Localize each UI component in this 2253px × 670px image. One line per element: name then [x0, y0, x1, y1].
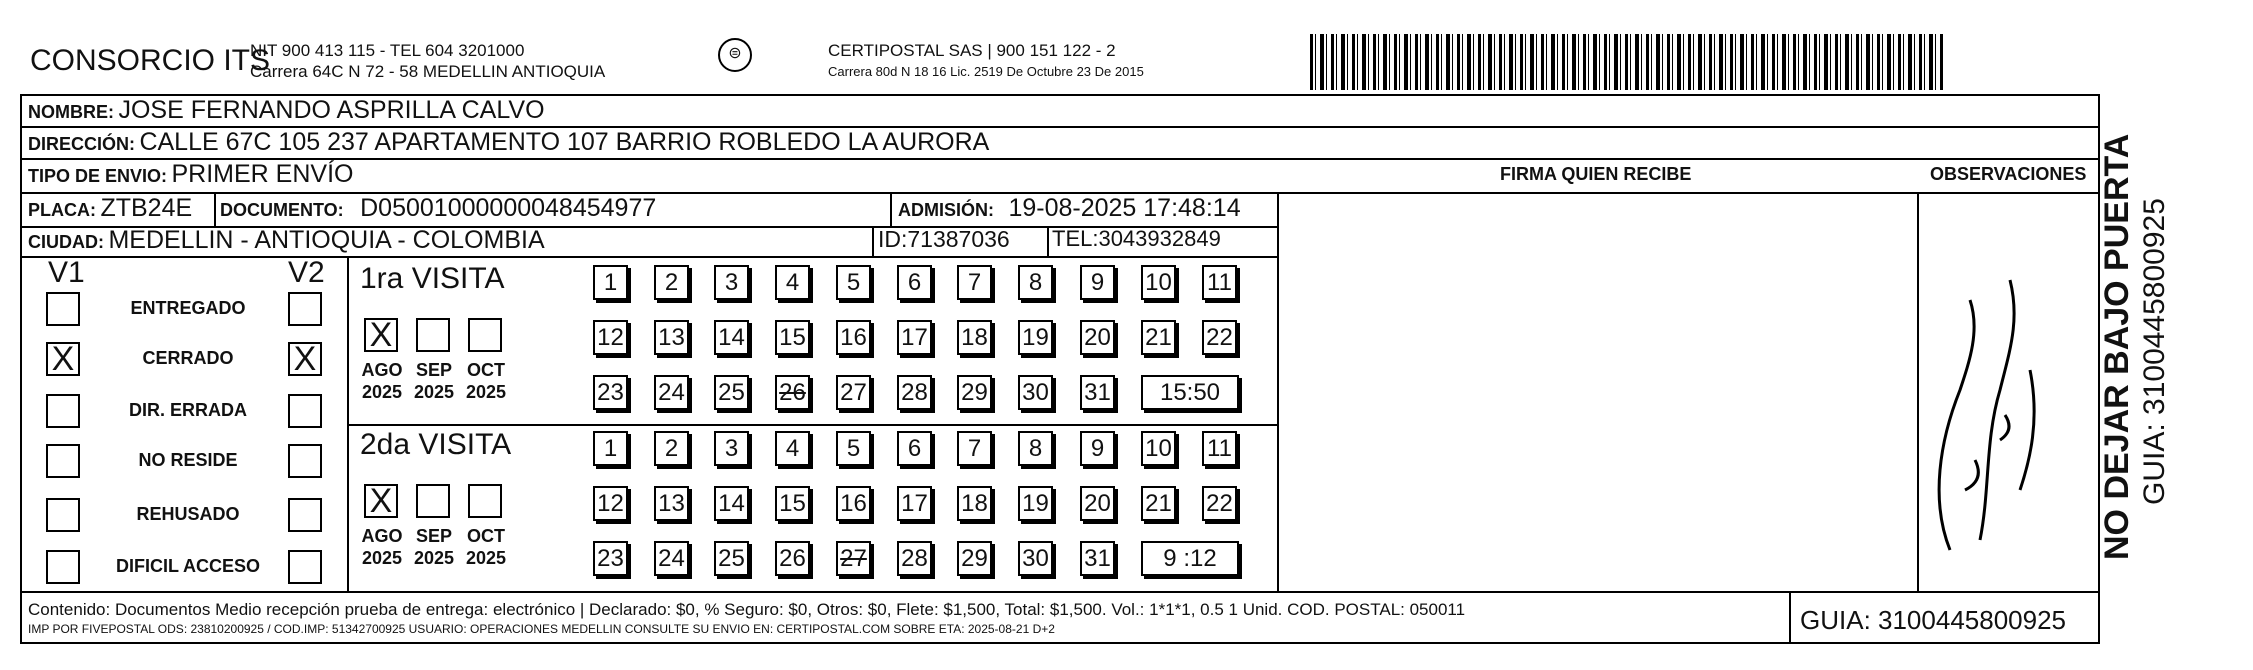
documento-value: D05001000000048454977	[360, 194, 657, 222]
ciudad-label: CIUDAD:	[28, 232, 104, 252]
day-box[interactable]: 5	[836, 265, 871, 300]
v2-label: V2	[288, 256, 325, 289]
v2-checkbox[interactable]	[288, 550, 322, 584]
day-box[interactable]: 8	[1018, 431, 1053, 466]
day-box[interactable]: 9	[1080, 431, 1115, 466]
v1-checkbox[interactable]: X	[46, 342, 80, 376]
v2-checkbox[interactable]: X	[288, 342, 322, 376]
day-box[interactable]: 25	[714, 541, 749, 576]
day-box[interactable]: 21	[1141, 486, 1176, 521]
placa-label: PLACA:	[28, 200, 96, 220]
v2-checkbox[interactable]	[288, 444, 322, 478]
day-box[interactable]: 3	[714, 265, 749, 300]
v1-checkbox[interactable]	[46, 550, 80, 584]
day-box[interactable]: 8	[1018, 265, 1053, 300]
day-box[interactable]: 6	[897, 431, 932, 466]
address-line: Carrera 64C N 72 - 58 MEDELLIN ANTIOQUIA	[250, 62, 606, 81]
day-box[interactable]: 18	[957, 486, 992, 521]
reason-label: DIFICIL ACCESO	[115, 556, 260, 576]
day-box[interactable]: 4	[775, 431, 810, 466]
reason-label: ENTREGADO	[130, 298, 246, 318]
day-box[interactable]: 16	[836, 320, 871, 355]
nombre-row	[28, 96, 545, 125]
ciudad-value: MEDELLIN - ANTIOQUIA - COLOMBIA	[108, 226, 545, 254]
day-box[interactable]: 15	[775, 320, 810, 355]
month-checkbox[interactable]	[416, 318, 450, 352]
day-box[interactable]: 1	[593, 265, 628, 300]
month-label: AGO	[361, 526, 403, 546]
footer-guia: GUIA: 3100445800925	[1800, 605, 2066, 635]
day-box[interactable]: 3	[714, 431, 749, 466]
day-box[interactable]: 22	[1202, 320, 1237, 355]
handwriting-signature-icon	[1910, 240, 2070, 570]
day-box[interactable]: 22	[1202, 486, 1237, 521]
visit2-title: 2da VISITA	[360, 428, 512, 461]
day-box[interactable]: 10	[1141, 431, 1176, 466]
month-label: OCT	[467, 360, 505, 380]
day-box[interactable]: 7	[957, 265, 992, 300]
day-box[interactable]: 31	[1080, 541, 1115, 576]
tipo-label: TIPO DE ENVIO:	[28, 166, 168, 186]
v1-checkbox[interactable]	[46, 498, 80, 532]
day-box[interactable]: 18	[957, 320, 992, 355]
id-value: ID:71387036	[878, 226, 1010, 252]
ciudad-field	[28, 226, 545, 255]
visit-time: 15:50	[1141, 375, 1239, 410]
day-box[interactable]: 26	[775, 375, 810, 410]
license-line: Carrera 80d N 18 16 Lic. 2519 De Octubre 23 De 2015	[828, 64, 1144, 79]
month-label: OCT	[467, 526, 505, 546]
day-box[interactable]: 31	[1080, 375, 1115, 410]
reason-label: DIR. ERRADA	[128, 400, 247, 420]
day-box[interactable]: 4	[775, 265, 810, 300]
month-label: SEP	[415, 360, 453, 380]
day-box[interactable]: 25	[714, 375, 749, 410]
month-checkbox[interactable]: X	[364, 484, 398, 518]
day-box[interactable]: 29	[957, 375, 992, 410]
month-checkbox[interactable]	[468, 484, 502, 518]
v2-checkbox[interactable]	[288, 498, 322, 532]
day-box[interactable]: 11	[1202, 431, 1237, 466]
day-box[interactable]: 17	[897, 486, 932, 521]
day-box[interactable]: 2	[654, 431, 689, 466]
v1-label: V1	[48, 256, 85, 289]
day-box[interactable]: 27	[836, 375, 871, 410]
day-box[interactable]: 17	[897, 320, 932, 355]
month-label: AGO	[361, 360, 403, 380]
year-label: 2025	[413, 382, 455, 402]
year-label: 2025	[465, 548, 507, 568]
certipostal-logo-icon: ⊜	[718, 38, 752, 72]
v2-checkbox[interactable]	[288, 292, 322, 326]
day-box[interactable]: 29	[957, 541, 992, 576]
day-box[interactable]: 21	[1141, 320, 1176, 355]
day-box[interactable]: 30	[1018, 375, 1053, 410]
visit-time: 9 :12	[1141, 541, 1239, 576]
certipostal-line: CERTIPOSTAL SAS | 900 151 122 - 2	[828, 41, 1116, 60]
day-box[interactable]: 12	[593, 486, 628, 521]
day-box[interactable]: 27	[836, 541, 871, 576]
nit-line: NIT 900 413 115 - TEL 604 3201000	[250, 41, 525, 60]
company-info	[250, 40, 605, 82]
observaciones-label: OBSERVACIONES	[1930, 164, 2087, 184]
tel-value: TEL:3043932849	[1052, 226, 1221, 251]
documento-field	[220, 194, 656, 223]
day-box[interactable]: 24	[654, 375, 689, 410]
month-checkbox[interactable]: X	[364, 318, 398, 352]
admision-value: 19-08-2025 17:48:14	[1008, 194, 1241, 222]
side-guia: GUIA: 3100445800925	[2138, 198, 2171, 505]
day-box[interactable]: 14	[714, 320, 749, 355]
v1-checkbox[interactable]	[46, 292, 80, 326]
direccion-row	[28, 128, 989, 157]
admision-label: ADMISIÓN:	[898, 200, 994, 220]
company-name: CONSORCIO ITS	[30, 44, 271, 77]
certipostal-info	[828, 40, 1144, 82]
day-box[interactable]: 19	[1018, 320, 1053, 355]
side-warning: NO DEJAR BAJO PUERTA	[2098, 133, 2136, 560]
day-box[interactable]: 11	[1202, 265, 1237, 300]
nombre-label: NOMBRE:	[28, 102, 114, 122]
day-box[interactable]: 13	[654, 320, 689, 355]
day-box[interactable]: 10	[1141, 265, 1176, 300]
day-box[interactable]: 1	[593, 431, 628, 466]
placa-value: ZTB24E	[100, 194, 193, 222]
barcode	[1310, 34, 1944, 90]
day-box[interactable]: 26	[775, 541, 810, 576]
day-box[interactable]: 19	[1018, 486, 1053, 521]
admision-field	[898, 194, 1241, 223]
day-box[interactable]: 5	[836, 431, 871, 466]
placa-field	[28, 194, 192, 223]
v2-checkbox[interactable]	[288, 394, 322, 428]
year-label: 2025	[413, 548, 455, 568]
handwritten-observation	[1910, 240, 2070, 570]
nombre-value: JOSE FERNANDO ASPRILLA CALVO	[118, 96, 545, 124]
v1-checkbox[interactable]	[46, 444, 80, 478]
direccion-label: DIRECCIÓN:	[28, 134, 135, 154]
day-box[interactable]: 7	[957, 431, 992, 466]
year-label: 2025	[361, 382, 403, 402]
direccion-value: CALLE 67C 105 237 APARTAMENTO 107 BARRIO ROBLEDO LA AURORA	[139, 128, 990, 156]
day-box[interactable]: 24	[654, 541, 689, 576]
year-label: 2025	[361, 548, 403, 568]
month-checkbox[interactable]	[416, 484, 450, 518]
day-box[interactable]: 6	[897, 265, 932, 300]
month-checkbox[interactable]	[468, 318, 502, 352]
year-label: 2025	[465, 382, 507, 402]
month-label: SEP	[415, 526, 453, 546]
day-box[interactable]: 15	[775, 486, 810, 521]
day-box[interactable]: 28	[897, 375, 932, 410]
day-box[interactable]: 23	[593, 375, 628, 410]
day-box[interactable]: 2	[654, 265, 689, 300]
day-box[interactable]: 9	[1080, 265, 1115, 300]
day-box[interactable]: 13	[654, 486, 689, 521]
firma-label: FIRMA QUIEN RECIBE	[1500, 164, 1692, 184]
day-box[interactable]: 30	[1018, 541, 1053, 576]
documento-label: DOCUMENTO:	[220, 200, 344, 220]
day-box[interactable]: 14	[714, 486, 749, 521]
day-box[interactable]: 20	[1080, 486, 1115, 521]
reason-label: REHUSADO	[136, 504, 240, 524]
tipo-row	[28, 160, 353, 189]
visit1-title: 1ra VISITA	[360, 262, 505, 295]
v1-checkbox[interactable]	[46, 394, 80, 428]
day-box[interactable]: 23	[593, 541, 628, 576]
day-box[interactable]: 28	[897, 541, 932, 576]
reason-label: NO RESIDE	[138, 450, 238, 470]
tipo-value: PRIMER ENVÍO	[171, 160, 354, 188]
day-box[interactable]: 16	[836, 486, 871, 521]
day-box[interactable]: 20	[1080, 320, 1115, 355]
footer-contents: Contenido: Documentos Medio recepción prueba de entrega: electrónico | Declarado: $0, % Seguro: $0, Otros: $0, Flete: $1,500, Total: $1,500. Vol.: 1*1*1, 0.5 1 Unid. COD. POSTAL: 050011	[28, 600, 1466, 619]
reason-label: CERRADO	[142, 348, 234, 368]
day-box[interactable]: 12	[593, 320, 628, 355]
footer-print-info: IMP POR FIVEPOSTAL ODS: 23810200925 / COD.IMP: 51342700925 USUARIO: OPERACIONES MEDELLIN CONSULTE SU ENVIO EN: CERTIPOSTAL.COM SOBRE ETA: 2025-08-21 D+2	[28, 622, 1055, 636]
